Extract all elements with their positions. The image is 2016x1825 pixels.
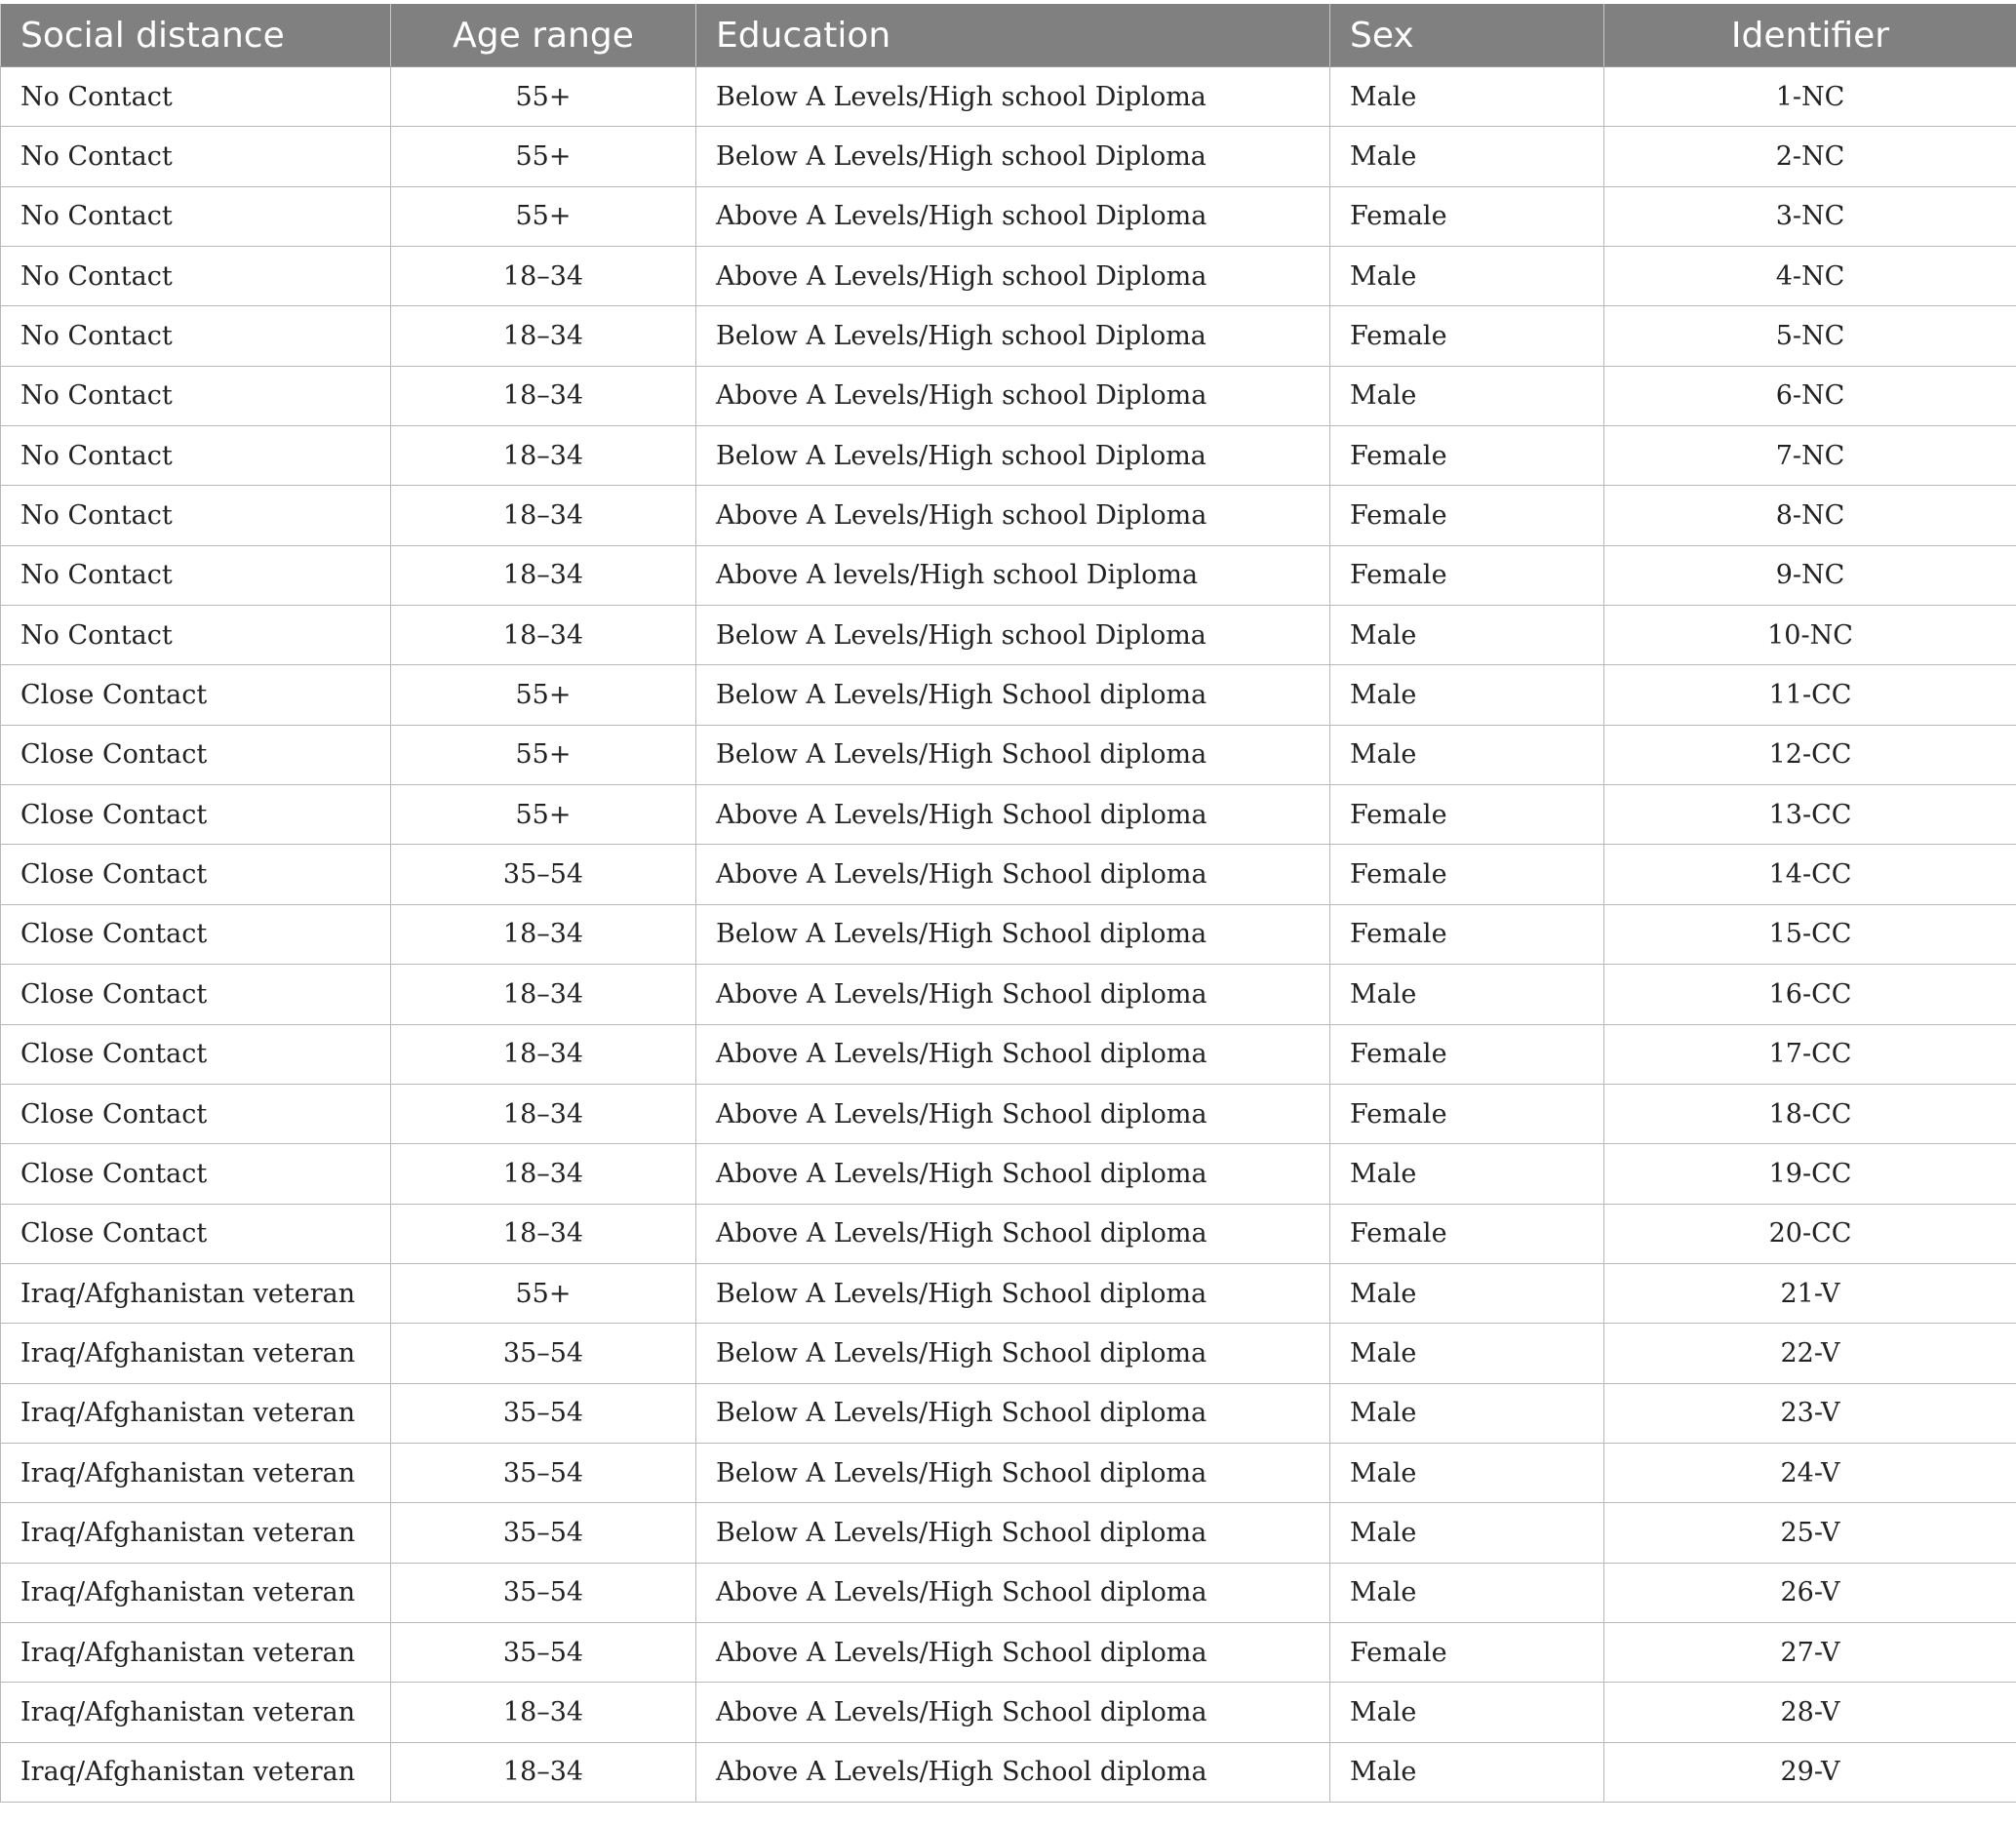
table-body xyxy=(1,67,2016,1803)
cell-social-distance: Iraq/Afghanistan veteran xyxy=(1,1622,391,1682)
cell-sex: Female xyxy=(1330,306,1604,366)
cell-education: Above A Levels/High School diploma xyxy=(696,1563,1330,1622)
header-social-distance: Social distance xyxy=(1,4,391,67)
cell-sex: Male xyxy=(1330,247,1604,306)
cell-identifier: 3-NC xyxy=(1604,186,2016,246)
cell-sex: Male xyxy=(1330,1324,1604,1383)
cell-education: Above A Levels/High School diploma xyxy=(696,785,1330,845)
table-row xyxy=(1,1742,2016,1802)
cell-sex: Male xyxy=(1330,1443,1604,1502)
cell-education: Below A Levels/High School diploma xyxy=(696,1443,1330,1502)
cell-identifier: 7-NC xyxy=(1604,426,2016,486)
cell-social-distance: No Contact xyxy=(1,545,391,605)
cell-sex: Male xyxy=(1330,965,1604,1024)
table-row xyxy=(1,1324,2016,1383)
cell-age-range: 55+ xyxy=(391,186,696,246)
cell-social-distance: No Contact xyxy=(1,366,391,425)
table-row xyxy=(1,1683,2016,1742)
cell-education: Below A Levels/High school Diploma xyxy=(696,426,1330,486)
cell-identifier: 21-V xyxy=(1604,1263,2016,1323)
table-row xyxy=(1,965,2016,1024)
cell-education: Above A Levels/High school Diploma xyxy=(696,247,1330,306)
cell-social-distance: No Contact xyxy=(1,606,391,665)
table-row xyxy=(1,606,2016,665)
table-row xyxy=(1,1622,2016,1682)
table-row xyxy=(1,725,2016,784)
cell-social-distance: Close Contact xyxy=(1,904,391,964)
cell-education: Below A Levels/High School diploma xyxy=(696,725,1330,784)
cell-social-distance: No Contact xyxy=(1,67,391,127)
cell-age-range: 18–34 xyxy=(391,1742,696,1802)
cell-education: Below A Levels/High School diploma xyxy=(696,1383,1330,1443)
cell-social-distance: No Contact xyxy=(1,306,391,366)
cell-identifier: 26-V xyxy=(1604,1563,2016,1622)
table-row xyxy=(1,665,2016,725)
cell-age-range: 35–54 xyxy=(391,1503,696,1563)
cell-sex: Female xyxy=(1330,186,1604,246)
cell-sex: Male xyxy=(1330,366,1604,425)
header-sex: Sex xyxy=(1330,4,1604,67)
cell-identifier: 8-NC xyxy=(1604,486,2016,545)
cell-social-distance: Close Contact xyxy=(1,725,391,784)
cell-identifier: 12-CC xyxy=(1604,725,2016,784)
table-row xyxy=(1,1263,2016,1323)
cell-social-distance: Iraq/Afghanistan veteran xyxy=(1,1563,391,1622)
cell-social-distance: Iraq/Afghanistan veteran xyxy=(1,1683,391,1742)
cell-social-distance: Close Contact xyxy=(1,1084,391,1143)
cell-sex: Male xyxy=(1330,127,1604,186)
cell-education: Above A Levels/High school Diploma xyxy=(696,366,1330,425)
table-row xyxy=(1,426,2016,486)
cell-education: Below A Levels/High School diploma xyxy=(696,1263,1330,1323)
cell-age-range: 18–34 xyxy=(391,1084,696,1143)
cell-age-range: 35–54 xyxy=(391,1443,696,1502)
cell-social-distance: Iraq/Afghanistan veteran xyxy=(1,1383,391,1443)
cell-education: Below A Levels/High School diploma xyxy=(696,904,1330,964)
cell-sex: Female xyxy=(1330,426,1604,486)
cell-age-range: 18–34 xyxy=(391,965,696,1024)
cell-age-range: 18–34 xyxy=(391,545,696,605)
cell-sex: Male xyxy=(1330,725,1604,784)
cell-social-distance: Close Contact xyxy=(1,1144,391,1204)
cell-sex: Female xyxy=(1330,904,1604,964)
cell-sex: Male xyxy=(1330,665,1604,725)
cell-identifier: 24-V xyxy=(1604,1443,2016,1502)
table-row xyxy=(1,904,2016,964)
cell-education: Above A Levels/High School diploma xyxy=(696,1024,1330,1084)
cell-identifier: 20-CC xyxy=(1604,1204,2016,1263)
table-row xyxy=(1,1443,2016,1502)
table-row xyxy=(1,67,2016,127)
table-row xyxy=(1,785,2016,845)
cell-identifier: 29-V xyxy=(1604,1742,2016,1802)
cell-education: Above A Levels/High School diploma xyxy=(696,965,1330,1024)
cell-age-range: 35–54 xyxy=(391,1563,696,1622)
cell-age-range: 35–54 xyxy=(391,1383,696,1443)
table-row xyxy=(1,1503,2016,1563)
cell-age-range: 55+ xyxy=(391,1263,696,1323)
cell-age-range: 18–34 xyxy=(391,486,696,545)
cell-age-range: 55+ xyxy=(391,127,696,186)
table-row xyxy=(1,306,2016,366)
cell-age-range: 18–34 xyxy=(391,1024,696,1084)
cell-age-range: 55+ xyxy=(391,67,696,127)
cell-identifier: 15-CC xyxy=(1604,904,2016,964)
cell-identifier: 17-CC xyxy=(1604,1024,2016,1084)
table-row xyxy=(1,1383,2016,1443)
cell-age-range: 55+ xyxy=(391,785,696,845)
cell-social-distance: No Contact xyxy=(1,486,391,545)
cell-sex: Female xyxy=(1330,486,1604,545)
cell-age-range: 18–34 xyxy=(391,306,696,366)
cell-identifier: 18-CC xyxy=(1604,1084,2016,1143)
cell-age-range: 55+ xyxy=(391,665,696,725)
table-row xyxy=(1,1204,2016,1263)
cell-education: Above A Levels/High school Diploma xyxy=(696,486,1330,545)
cell-age-range: 18–34 xyxy=(391,366,696,425)
cell-sex: Female xyxy=(1330,1622,1604,1682)
header-identifier: Identifier xyxy=(1604,4,2016,67)
table-row xyxy=(1,486,2016,545)
cell-social-distance: Close Contact xyxy=(1,785,391,845)
header-age-range: Age range xyxy=(391,4,696,67)
cell-sex: Male xyxy=(1330,1383,1604,1443)
cell-education: Below A Levels/High School diploma xyxy=(696,665,1330,725)
cell-age-range: 35–54 xyxy=(391,1324,696,1383)
cell-education: Below A Levels/High school Diploma xyxy=(696,67,1330,127)
cell-education: Above A Levels/High school Diploma xyxy=(696,186,1330,246)
cell-sex: Female xyxy=(1330,1084,1604,1143)
cell-identifier: 1-NC xyxy=(1604,67,2016,127)
participants-table xyxy=(0,4,2016,1803)
header-education: Education xyxy=(696,4,1330,67)
cell-sex: Male xyxy=(1330,1503,1604,1563)
cell-education: Above A Levels/High School diploma xyxy=(696,1742,1330,1802)
cell-sex: Male xyxy=(1330,606,1604,665)
cell-age-range: 18–34 xyxy=(391,606,696,665)
table-row xyxy=(1,845,2016,904)
cell-identifier: 13-CC xyxy=(1604,785,2016,845)
cell-age-range: 18–34 xyxy=(391,1683,696,1742)
cell-education: Above A Levels/High School diploma xyxy=(696,1144,1330,1204)
table-row xyxy=(1,127,2016,186)
cell-education: Above A Levels/High School diploma xyxy=(696,1204,1330,1263)
cell-age-range: 35–54 xyxy=(391,1622,696,1682)
cell-identifier: 14-CC xyxy=(1604,845,2016,904)
table-row xyxy=(1,186,2016,246)
table-row xyxy=(1,366,2016,425)
cell-sex: Male xyxy=(1330,1683,1604,1742)
cell-sex: Female xyxy=(1330,785,1604,845)
cell-social-distance: Iraq/Afghanistan veteran xyxy=(1,1503,391,1563)
cell-social-distance: Close Contact xyxy=(1,845,391,904)
cell-identifier: 2-NC xyxy=(1604,127,2016,186)
cell-age-range: 18–34 xyxy=(391,1204,696,1263)
cell-identifier: 27-V xyxy=(1604,1622,2016,1682)
cell-age-range: 18–34 xyxy=(391,426,696,486)
cell-social-distance: No Contact xyxy=(1,186,391,246)
table-header-row xyxy=(1,4,2016,67)
cell-identifier: 11-CC xyxy=(1604,665,2016,725)
cell-social-distance: No Contact xyxy=(1,247,391,306)
cell-identifier: 9-NC xyxy=(1604,545,2016,605)
cell-education: Above A Levels/High School diploma xyxy=(696,1622,1330,1682)
cell-age-range: 18–34 xyxy=(391,247,696,306)
table-row xyxy=(1,1144,2016,1204)
cell-education: Below A Levels/High School diploma xyxy=(696,1324,1330,1383)
cell-education: Above A Levels/High School diploma xyxy=(696,1683,1330,1742)
table-row xyxy=(1,1084,2016,1143)
table-row xyxy=(1,1024,2016,1084)
cell-identifier: 19-CC xyxy=(1604,1144,2016,1204)
cell-social-distance: Iraq/Afghanistan veteran xyxy=(1,1742,391,1802)
cell-education: Above A Levels/High School diploma xyxy=(696,845,1330,904)
cell-social-distance: Close Contact xyxy=(1,965,391,1024)
cell-education: Below A Levels/High school Diploma xyxy=(696,606,1330,665)
cell-identifier: 28-V xyxy=(1604,1683,2016,1742)
cell-identifier: 22-V xyxy=(1604,1324,2016,1383)
cell-social-distance: Close Contact xyxy=(1,665,391,725)
cell-sex: Male xyxy=(1330,67,1604,127)
cell-education: Below A Levels/High School diploma xyxy=(696,1503,1330,1563)
cell-social-distance: No Contact xyxy=(1,127,391,186)
cell-education: Below A Levels/High school Diploma xyxy=(696,306,1330,366)
table-row xyxy=(1,247,2016,306)
cell-social-distance: No Contact xyxy=(1,426,391,486)
cell-age-range: 18–34 xyxy=(391,1144,696,1204)
cell-sex: Female xyxy=(1330,545,1604,605)
cell-sex: Male xyxy=(1330,1563,1604,1622)
cell-identifier: 23-V xyxy=(1604,1383,2016,1443)
cell-age-range: 35–54 xyxy=(391,845,696,904)
cell-identifier: 25-V xyxy=(1604,1503,2016,1563)
cell-sex: Female xyxy=(1330,1024,1604,1084)
cell-sex: Male xyxy=(1330,1144,1604,1204)
cell-social-distance: Close Contact xyxy=(1,1204,391,1263)
cell-identifier: 10-NC xyxy=(1604,606,2016,665)
cell-sex: Male xyxy=(1330,1263,1604,1323)
table-row xyxy=(1,1563,2016,1622)
cell-social-distance: Close Contact xyxy=(1,1024,391,1084)
cell-age-range: 55+ xyxy=(391,725,696,784)
cell-sex: Female xyxy=(1330,1204,1604,1263)
cell-identifier: 6-NC xyxy=(1604,366,2016,425)
cell-education: Above A Levels/High School diploma xyxy=(696,1084,1330,1143)
cell-sex: Female xyxy=(1330,845,1604,904)
cell-education: Above A levels/High school Diploma xyxy=(696,545,1330,605)
cell-social-distance: Iraq/Afghanistan veteran xyxy=(1,1324,391,1383)
cell-sex: Male xyxy=(1330,1742,1604,1802)
cell-social-distance: Iraq/Afghanistan veteran xyxy=(1,1443,391,1502)
cell-social-distance: Iraq/Afghanistan veteran xyxy=(1,1263,391,1323)
cell-identifier: 5-NC xyxy=(1604,306,2016,366)
cell-identifier: 16-CC xyxy=(1604,965,2016,1024)
cell-education: Below A Levels/High school Diploma xyxy=(696,127,1330,186)
cell-identifier: 4-NC xyxy=(1604,247,2016,306)
table-row xyxy=(1,545,2016,605)
cell-age-range: 18–34 xyxy=(391,904,696,964)
